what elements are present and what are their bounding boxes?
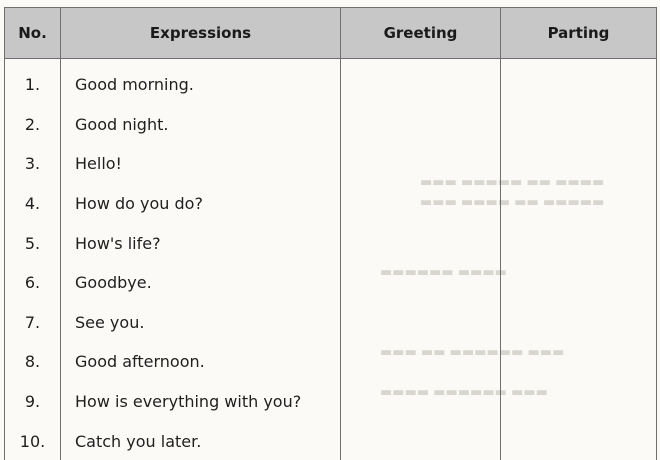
table-row bbox=[5, 303, 657, 343]
row-number: 3. bbox=[5, 144, 61, 184]
expressions-table bbox=[4, 7, 657, 460]
header-greeting: Greeting bbox=[341, 8, 501, 59]
row-expression: Hello! bbox=[61, 144, 341, 184]
greeting-cell[interactable] bbox=[341, 342, 501, 382]
row-number: 7. bbox=[5, 303, 61, 343]
row-number: 8. bbox=[5, 342, 61, 382]
show-through-mark: ▬▬▬▬ ▬▬▬▬▬▬ ▬▬▬ bbox=[380, 385, 548, 400]
row-number: 2. bbox=[5, 105, 61, 145]
row-expression: See you. bbox=[61, 303, 341, 343]
show-through-mark: ▬▬▬▬▬▬ ▬▬▬▬ bbox=[380, 265, 507, 280]
row-number: 9. bbox=[5, 382, 61, 422]
greeting-cell[interactable] bbox=[341, 144, 501, 184]
table-row bbox=[5, 59, 657, 105]
show-through-mark: ▬▬▬ ▬▬▬▬ ▬▬ ▬▬▬▬▬ bbox=[420, 195, 605, 210]
table-row bbox=[5, 382, 657, 422]
show-through-mark: ▬▬▬ ▬▬▬▬▬ ▬▬ ▬▬▬▬ bbox=[420, 175, 605, 190]
show-through-mark: ▬▬▬ ▬▬ ▬▬▬▬▬▬ ▬▬▬ bbox=[380, 345, 565, 360]
table-row bbox=[5, 144, 657, 184]
parting-cell[interactable] bbox=[501, 105, 657, 145]
parting-cell[interactable] bbox=[501, 263, 657, 303]
header-expressions: Expressions bbox=[61, 8, 341, 59]
table-row bbox=[5, 184, 657, 224]
greeting-cell[interactable] bbox=[341, 223, 501, 263]
row-number: 10. bbox=[5, 421, 61, 460]
row-number: 6. bbox=[5, 263, 61, 303]
header-parting: Parting bbox=[501, 8, 657, 59]
table-row bbox=[5, 263, 657, 303]
table-row bbox=[5, 223, 657, 263]
table-row bbox=[5, 421, 657, 460]
parting-cell[interactable] bbox=[501, 303, 657, 343]
parting-cell[interactable] bbox=[501, 382, 657, 422]
greeting-cell[interactable] bbox=[341, 421, 501, 460]
row-number: 5. bbox=[5, 223, 61, 263]
greeting-cell[interactable] bbox=[341, 382, 501, 422]
header-no: No. bbox=[5, 8, 61, 59]
row-expression: How's life? bbox=[61, 223, 341, 263]
row-expression: Good night. bbox=[61, 105, 341, 145]
greeting-cell[interactable] bbox=[341, 105, 501, 145]
table-row bbox=[5, 105, 657, 145]
row-expression: Catch you later. bbox=[61, 421, 341, 460]
row-expression: Good afternoon. bbox=[61, 342, 341, 382]
table-header-row bbox=[5, 8, 657, 59]
row-number: 1. bbox=[5, 59, 61, 105]
parting-cell[interactable] bbox=[501, 144, 657, 184]
row-expression: Goodbye. bbox=[61, 263, 341, 303]
greeting-cell[interactable] bbox=[341, 303, 501, 343]
row-number: 4. bbox=[5, 184, 61, 224]
greeting-cell[interactable] bbox=[341, 59, 501, 105]
table-row bbox=[5, 342, 657, 382]
parting-cell[interactable] bbox=[501, 421, 657, 460]
greeting-cell[interactable] bbox=[341, 184, 501, 224]
row-expression: Good morning. bbox=[61, 59, 341, 105]
parting-cell[interactable] bbox=[501, 59, 657, 105]
parting-cell[interactable] bbox=[501, 342, 657, 382]
row-expression: How is everything with you? bbox=[61, 382, 341, 422]
parting-cell[interactable] bbox=[501, 184, 657, 224]
parting-cell[interactable] bbox=[501, 223, 657, 263]
greeting-cell[interactable] bbox=[341, 263, 501, 303]
row-expression: How do you do? bbox=[61, 184, 341, 224]
